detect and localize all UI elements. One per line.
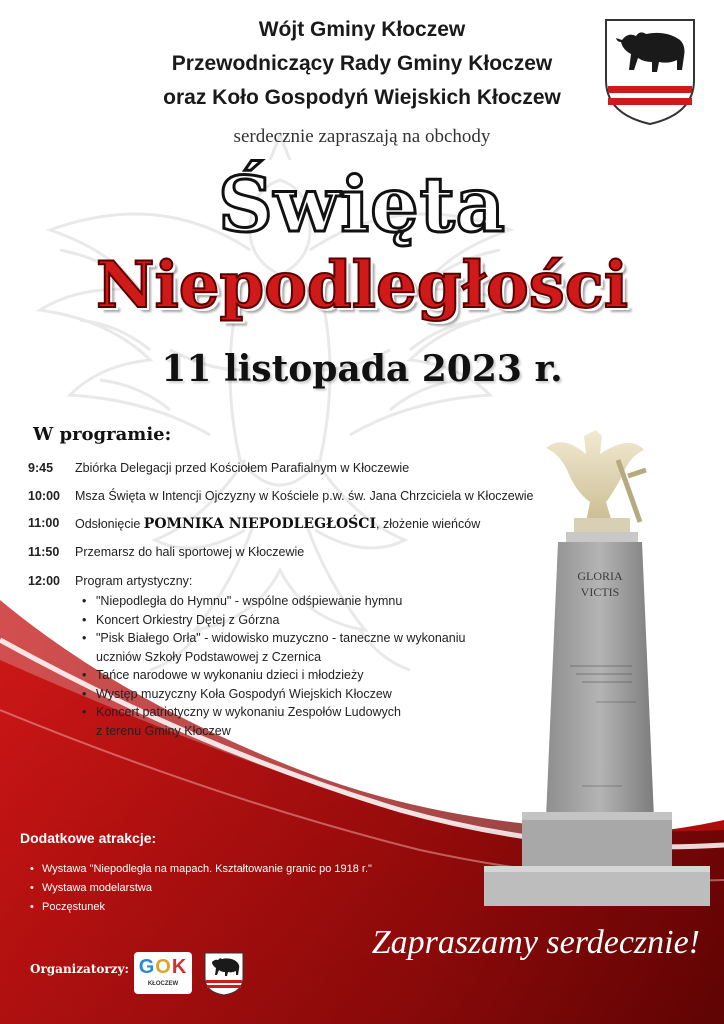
gok-logo (134, 952, 192, 994)
program-text (75, 516, 480, 532)
list-item-text: • "Pisk Białego Orła" - widowisko muzyczno - taneczne w wykonaniu (96, 631, 466, 645)
monument-inscription-1: GLORIA (577, 569, 623, 583)
list-item (80, 629, 480, 666)
header-line-1: Wójt Gminy Kłoczew (258, 18, 466, 41)
list-item-text: "Niepodległa do Hymnu" - wspólne odśpiewanie hymnu (96, 594, 403, 608)
program-text: Zbiórka Delegacji przed Kościołem Parafialnym w Kłoczewie (75, 461, 410, 475)
closing-text: Zapraszamy serdecznie! (371, 924, 700, 961)
program-text: Przemarsz do hali sportowej w Kłoczewie (75, 545, 305, 559)
gok-letter-o: O (155, 956, 172, 978)
program-heading: W programie: (33, 424, 172, 445)
program-text-after: , złożenie wieńców (376, 517, 481, 531)
program-text: Msza Święta w Intencji Ojczyzny w Kościele p.w. św. Jana Chrzciciela w Kłoczewie (75, 489, 534, 503)
program-text-before: Odsłonięcie (75, 517, 144, 531)
list-item: • Poczęstunek (28, 898, 372, 917)
program-time: 9:45 (28, 461, 54, 475)
monument-inscription-2: VICTIS (580, 585, 620, 599)
invite-text: serdecznie zapraszają na obchody (233, 126, 491, 147)
header-line-3: oraz Koło Gospodyń Wiejskich Kłoczew (163, 86, 561, 109)
list-item-text: Koncert Orkiestry Dętej z Górzna (96, 612, 280, 627)
title-line-1: Święta (218, 160, 506, 249)
list-item-continuation: z terenu Gminy Kłoczew (96, 723, 231, 738)
list-item (80, 703, 480, 740)
program-time: 11:00 (28, 516, 60, 530)
list-item: • Wystawa "Niepodległa na mapach. Kształtowanie granic po 1918 r." (28, 860, 372, 879)
extras-list (28, 860, 372, 917)
gok-letter-k: K (171, 956, 188, 978)
header-line-2: Przewodniczący Rady Gminy Kłoczew (171, 52, 553, 75)
list-item (80, 666, 480, 685)
list-item (80, 611, 480, 630)
program-text: Program artystyczny: (75, 574, 193, 588)
list-item-text: Tańce narodowe w wykonaniu dzieci i młodzieży (96, 668, 364, 682)
program-time: 12:00 (28, 574, 60, 588)
extras-heading: Dodatkowe atrakcje: (20, 830, 157, 846)
small-coat-of-arms-icon (204, 952, 244, 996)
title-line-2: Niepodległości (95, 248, 629, 323)
list-item (80, 592, 480, 611)
artistic-program-list (80, 592, 480, 740)
list-item-continuation: uczniów Szkoły Podstawowej z Czernica (96, 649, 322, 664)
program-time: 10:00 (28, 489, 60, 503)
list-item-text: • Koncert patriotyczny w wykonaniu Zespołów Ludowych (96, 705, 402, 719)
gok-logo-subtitle: KŁOCZEW (147, 981, 179, 987)
program-time: 11:50 (28, 545, 60, 559)
event-date: 11 listopada 2023 r. (161, 348, 563, 390)
gok-letter-g: G (138, 956, 156, 978)
list-item-text: Występ muzyczny Koła Gospodyń Wiejskich Kłoczew (96, 686, 392, 701)
gok-logo-text (134, 956, 192, 979)
monument-image (478, 420, 710, 910)
monument-unveiling-highlight: POMNIKA NIEPODLEGŁOŚCI (143, 516, 376, 532)
organizers-label: Organizatorzy: (30, 962, 129, 976)
list-item (80, 685, 480, 704)
list-item: • Wystawa modelarstwa (28, 879, 372, 898)
